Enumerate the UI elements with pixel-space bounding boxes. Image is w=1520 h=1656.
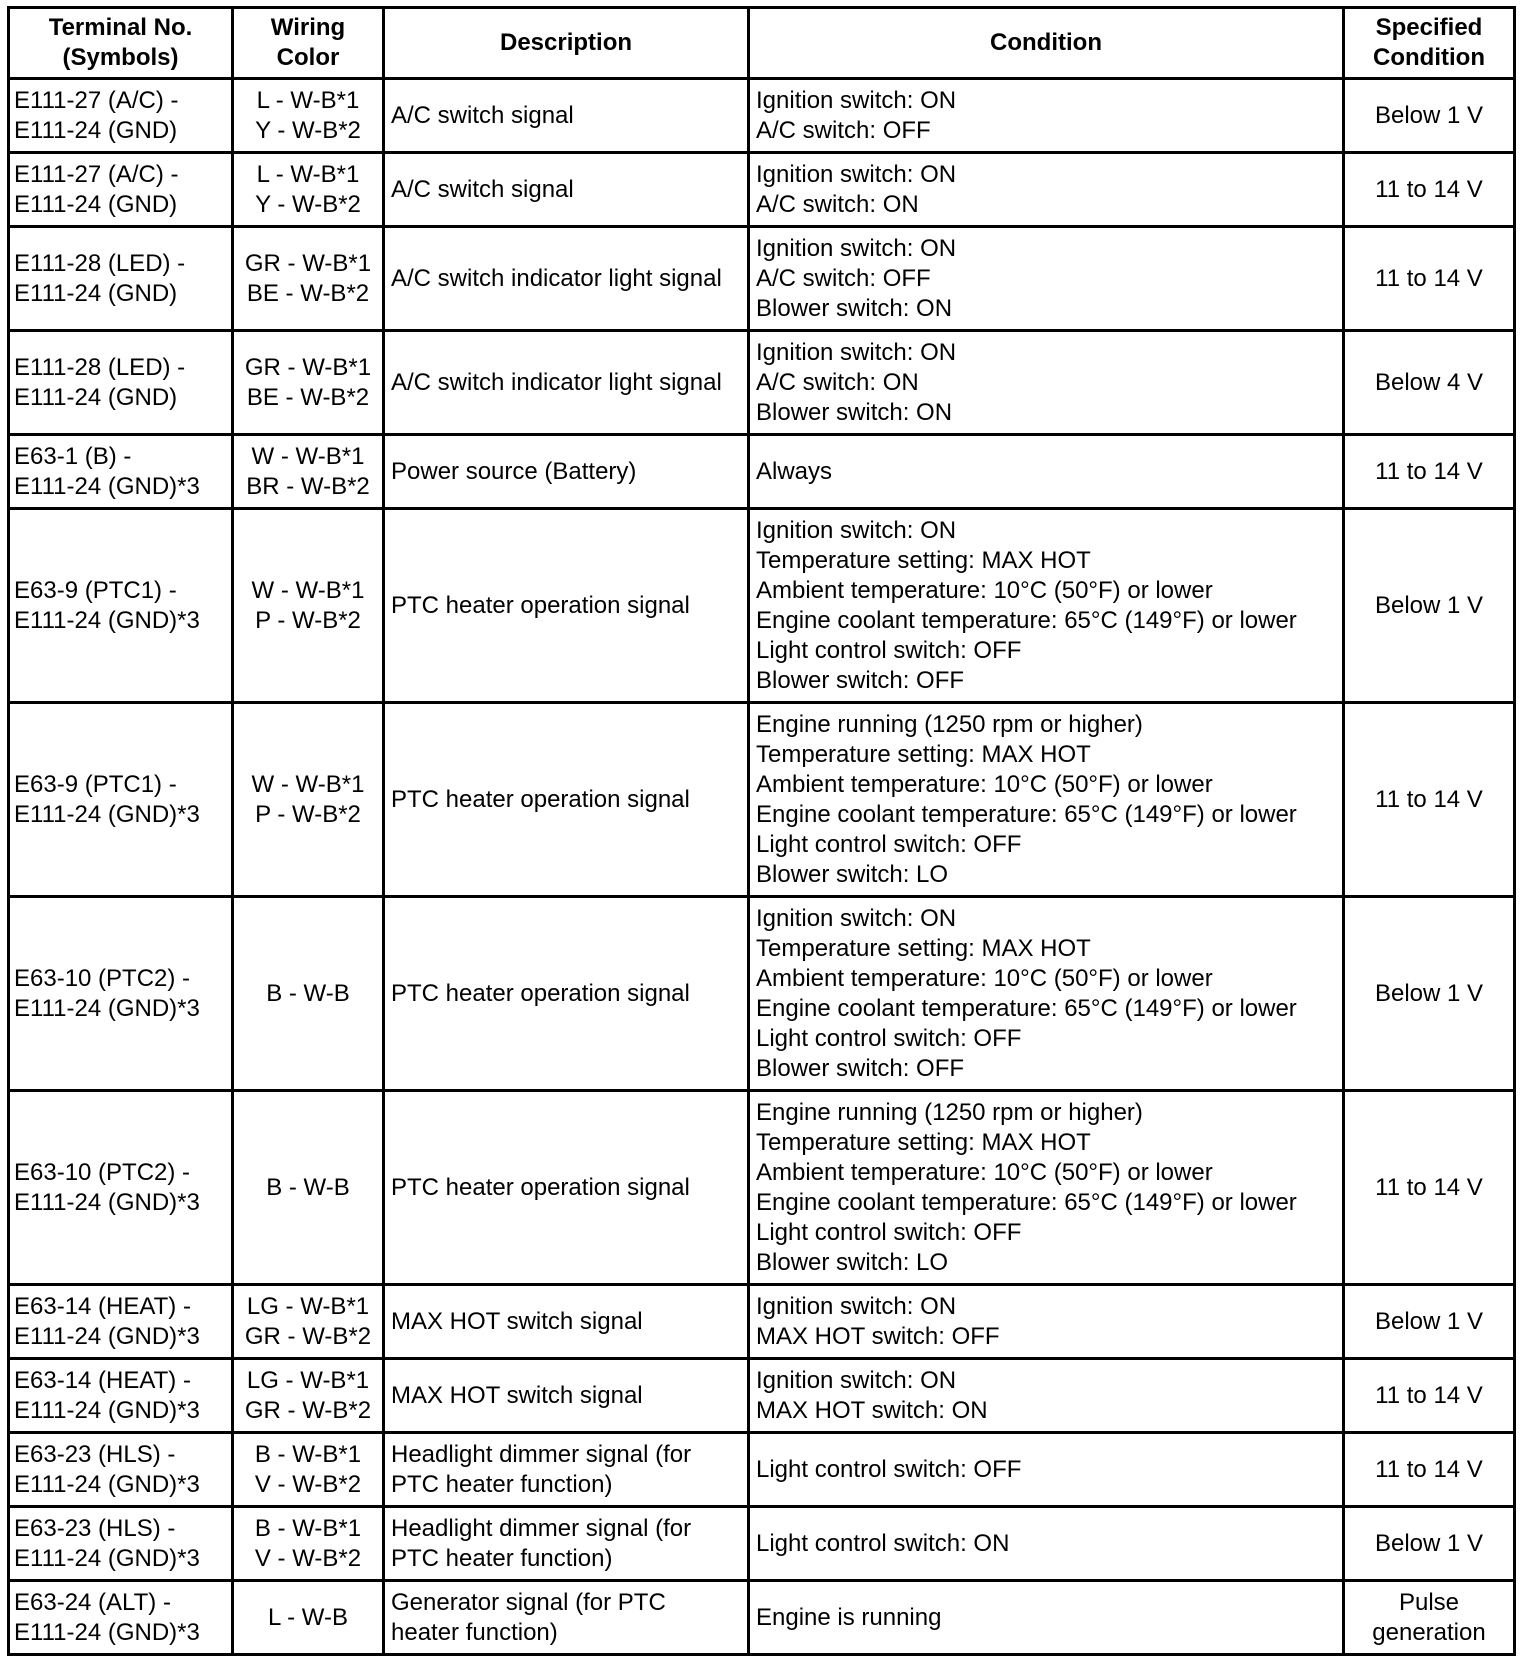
terminal-cell: E63-9 (PTC1) - E111-24 (GND)*3 <box>9 509 233 703</box>
wiring-color-cell: L - W-B*1 Y - W-B*2 <box>233 79 384 153</box>
condition-cell: Ignition switch: ON MAX HOT switch: OFF <box>749 1285 1344 1359</box>
condition-cell: Ignition switch: ON A/C switch: ON <box>749 153 1344 227</box>
wiring-color-cell: W - W-B*1 P - W-B*2 <box>233 509 384 703</box>
description-cell: A/C switch indicator light signal <box>384 227 749 331</box>
terminal-cell: E111-28 (LED) - E111-24 (GND) <box>9 331 233 435</box>
terminal-cell: E63-9 (PTC1) - E111-24 (GND)*3 <box>9 703 233 897</box>
terminal-cell: E63-23 (HLS) - E111-24 (GND)*3 <box>9 1507 233 1581</box>
condition-cell: Engine is running <box>749 1581 1344 1655</box>
terminal-cell: E63-23 (HLS) - E111-24 (GND)*3 <box>9 1433 233 1507</box>
wiring-color-cell: B - W-B <box>233 897 384 1091</box>
wiring-color-cell: LG - W-B*1 GR - W-B*2 <box>233 1359 384 1433</box>
table-row <box>9 435 1515 509</box>
specified-condition-cell: 11 to 14 V <box>1344 435 1515 509</box>
header-terminal: Terminal No. (Symbols) <box>9 8 233 79</box>
condition-cell: Ignition switch: ON MAX HOT switch: ON <box>749 1359 1344 1433</box>
specified-condition-cell: 11 to 14 V <box>1344 227 1515 331</box>
terminal-cell: E63-14 (HEAT) - E111-24 (GND)*3 <box>9 1285 233 1359</box>
description-cell: Power source (Battery) <box>384 435 749 509</box>
header-condition: Condition <box>749 8 1344 79</box>
table-row <box>9 703 1515 897</box>
specified-condition-cell: 11 to 14 V <box>1344 153 1515 227</box>
description-cell: Headlight dimmer signal (for PTC heater function) <box>384 1433 749 1507</box>
table-row <box>9 1433 1515 1507</box>
condition-cell: Engine running (1250 rpm or higher) Temperature setting: MAX HOT Ambient temperature: 10°C (50°F) or lower Engine coolant temperature: 65°C (149°F) or lower Light control switch: OFF Blower switch: LO <box>749 703 1344 897</box>
description-cell: Headlight dimmer signal (for PTC heater function) <box>384 1507 749 1581</box>
terminal-cell: E111-28 (LED) - E111-24 (GND) <box>9 227 233 331</box>
specified-condition-cell: Below 1 V <box>1344 509 1515 703</box>
condition-cell: Light control switch: OFF <box>749 1433 1344 1507</box>
table-row <box>9 1507 1515 1581</box>
condition-cell: Ignition switch: ON A/C switch: OFF Blower switch: ON <box>749 227 1344 331</box>
specified-condition-cell: 11 to 14 V <box>1344 1359 1515 1433</box>
wiring-color-cell: B - W-B*1 V - W-B*2 <box>233 1433 384 1507</box>
header-specified-condition: Specified Condition <box>1344 8 1515 79</box>
wiring-color-cell: B - W-B <box>233 1091 384 1285</box>
terminal-cell: E63-10 (PTC2) - E111-24 (GND)*3 <box>9 1091 233 1285</box>
specified-condition-cell: 11 to 14 V <box>1344 1091 1515 1285</box>
description-cell: MAX HOT switch signal <box>384 1359 749 1433</box>
description-cell: PTC heater operation signal <box>384 897 749 1091</box>
condition-cell: Ignition switch: ON Temperature setting: MAX HOT Ambient temperature: 10°C (50°F) or lower Engine coolant temperature: 65°C (149°F) or lower Light control switch: OFF Blower switch: OFF <box>749 897 1344 1091</box>
condition-cell: Ignition switch: ON A/C switch: ON Blower switch: ON <box>749 331 1344 435</box>
description-cell: A/C switch indicator light signal <box>384 331 749 435</box>
table-row <box>9 153 1515 227</box>
specified-condition-cell: Pulse generation <box>1344 1581 1515 1655</box>
description-cell: A/C switch signal <box>384 153 749 227</box>
description-cell: MAX HOT switch signal <box>384 1285 749 1359</box>
terminal-cell: E111-27 (A/C) - E111-24 (GND) <box>9 153 233 227</box>
header-description: Description <box>384 8 749 79</box>
terminal-cell: E63-1 (B) - E111-24 (GND)*3 <box>9 435 233 509</box>
wiring-color-cell: L - W-B*1 Y - W-B*2 <box>233 153 384 227</box>
table-row <box>9 1359 1515 1433</box>
specified-condition-cell: Below 1 V <box>1344 79 1515 153</box>
terminal-cell: E63-14 (HEAT) - E111-24 (GND)*3 <box>9 1359 233 1433</box>
specified-condition-cell: 11 to 14 V <box>1344 1433 1515 1507</box>
condition-cell: Engine running (1250 rpm or higher) Temperature setting: MAX HOT Ambient temperature: 10°C (50°F) or lower Engine coolant temperature: 65°C (149°F) or lower Light control switch: OFF Blower switch: LO <box>749 1091 1344 1285</box>
wiring-color-cell: LG - W-B*1 GR - W-B*2 <box>233 1285 384 1359</box>
table-row <box>9 1581 1515 1655</box>
wiring-color-cell: GR - W-B*1 BE - W-B*2 <box>233 331 384 435</box>
description-cell: Generator signal (for PTC heater function) <box>384 1581 749 1655</box>
description-cell: A/C switch signal <box>384 79 749 153</box>
table-row <box>9 509 1515 703</box>
condition-cell: Light control switch: ON <box>749 1507 1344 1581</box>
wiring-color-cell: B - W-B*1 V - W-B*2 <box>233 1507 384 1581</box>
header-wiring-color: Wiring Color <box>233 8 384 79</box>
specified-condition-cell: Below 1 V <box>1344 1285 1515 1359</box>
terminal-cell: E63-10 (PTC2) - E111-24 (GND)*3 <box>9 897 233 1091</box>
table-row <box>9 1091 1515 1285</box>
wiring-color-cell: W - W-B*1 BR - W-B*2 <box>233 435 384 509</box>
table-row <box>9 331 1515 435</box>
condition-cell: Ignition switch: ON A/C switch: OFF <box>749 79 1344 153</box>
wiring-color-cell: W - W-B*1 P - W-B*2 <box>233 703 384 897</box>
description-cell: PTC heater operation signal <box>384 703 749 897</box>
table-row <box>9 1285 1515 1359</box>
table-row <box>9 897 1515 1091</box>
table-row <box>9 227 1515 331</box>
description-cell: PTC heater operation signal <box>384 1091 749 1285</box>
condition-cell: Ignition switch: ON Temperature setting: MAX HOT Ambient temperature: 10°C (50°F) or lower Engine coolant temperature: 65°C (149°F) or lower Light control switch: OFF Blower switch: OFF <box>749 509 1344 703</box>
table-row <box>9 79 1515 153</box>
wiring-color-cell: GR - W-B*1 BE - W-B*2 <box>233 227 384 331</box>
specified-condition-cell: Below 1 V <box>1344 897 1515 1091</box>
specified-condition-cell: Below 4 V <box>1344 331 1515 435</box>
specified-condition-cell: Below 1 V <box>1344 1507 1515 1581</box>
terminal-cell: E111-27 (A/C) - E111-24 (GND) <box>9 79 233 153</box>
condition-cell: Always <box>749 435 1344 509</box>
description-cell: PTC heater operation signal <box>384 509 749 703</box>
wiring-color-cell: L - W-B <box>233 1581 384 1655</box>
terminal-cell: E63-24 (ALT) - E111-24 (GND)*3 <box>9 1581 233 1655</box>
terminal-table <box>7 6 1516 1656</box>
header-row <box>9 8 1515 79</box>
specified-condition-cell: 11 to 14 V <box>1344 703 1515 897</box>
